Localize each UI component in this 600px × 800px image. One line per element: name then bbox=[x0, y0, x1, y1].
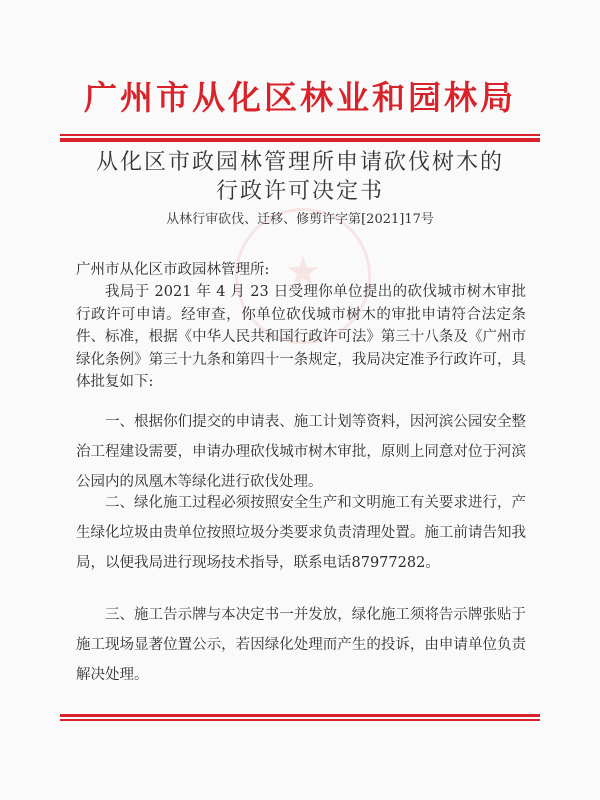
footer-divider-thin bbox=[60, 719, 540, 721]
body-paragraph-item-3: 三、施工告示牌与本决定书一并发放，绿化施工须将告示牌张贴于施工现场显著位置公示，若因绿化处理而产生的投诉，由申请单位负责解决处理。 bbox=[76, 607, 526, 683]
footer-divider-thick bbox=[60, 714, 540, 717]
header-divider-thin bbox=[60, 134, 540, 136]
body-paragraph-item-1: 一、根据你们提交的申请表、施工计划等资料，因河滨公园安全整治工程建设需要，申请办理砍伐城市树木审批，原则上同意对位于河滨公园内的凤凰木等绿化进行砍伐处理。 bbox=[76, 414, 526, 490]
seal-star-icon: ★ bbox=[285, 249, 321, 295]
document-title-line-1: 从化区市政园林管理所申请砍伐树木的 bbox=[95, 150, 504, 175]
document-number: 从林行审砍伐、迁移、修剪许字第[2021]17号 bbox=[166, 212, 434, 227]
header-divider-thick bbox=[60, 138, 540, 142]
body-paragraph-item-2: 二、绿化施工过程必须按照安全生产和文明施工有关要求进行，产生绿化垃圾由贵单位按照垃圾分类要求负责清理处置。施工前请告知我局，以便我局进行现场技术指导，联系电话87977282。 bbox=[76, 495, 526, 571]
body-paragraph-intro: 我局于 2021 年 4 月 23 日受理你单位提出的砍伐城市树木审批行政许可申请。经审查，你单位砍伐城市树木的审批申请符合法定条件、标准，根据《中华人民共和国行政许可法》第三十八条及《广州市绿化条例》第三十九条和第四十一条规定，我局决定准予行政许可，具体批复如下: bbox=[76, 284, 526, 390]
document-title-line-2: 行政许可决定书 bbox=[215, 179, 384, 204]
agency-header-title: 广州市从化区林业和园林局 bbox=[84, 78, 516, 117]
addressee: 广州市从化区市政园林管理所: bbox=[76, 262, 270, 278]
